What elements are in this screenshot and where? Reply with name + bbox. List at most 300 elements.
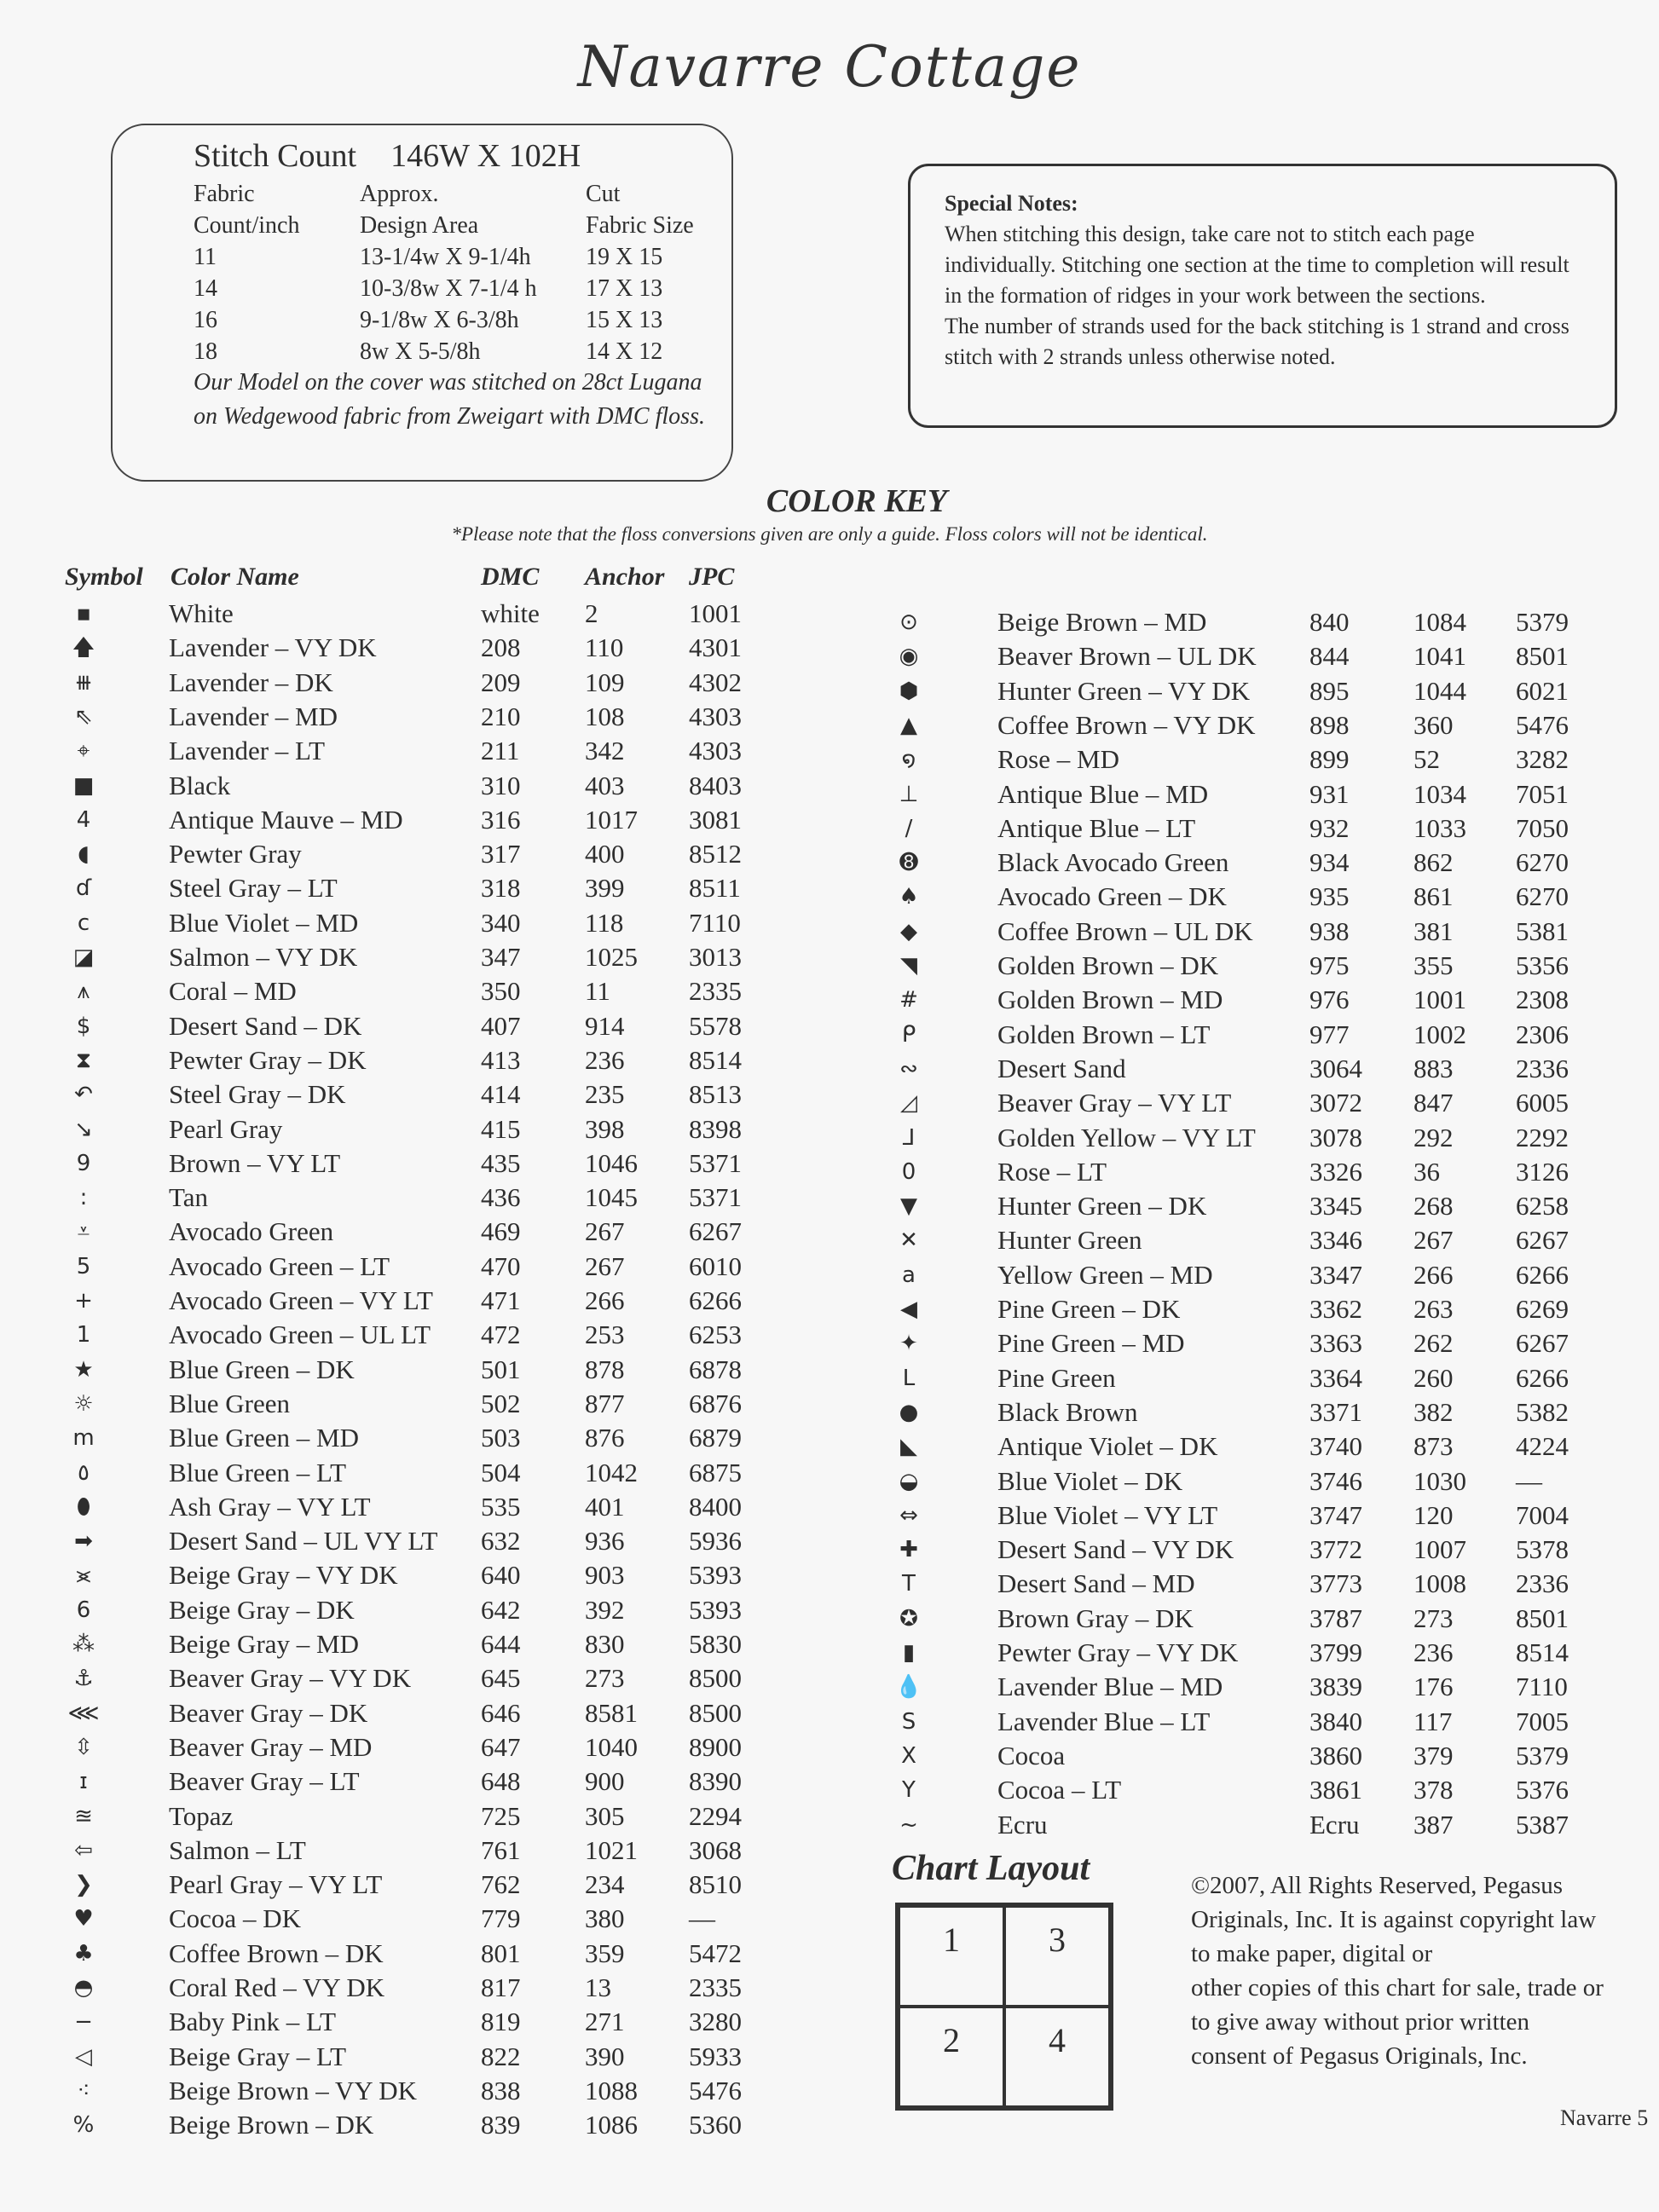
jpc-number: 2306	[1516, 1019, 1569, 1049]
jpc-number: 5379	[1516, 607, 1569, 637]
special-notes-para-2: The number of strands used for the back stitching is 1 strand and cross stitch with 2 strands unless otherwise noted.	[945, 314, 1569, 369]
jpc-number: 2294	[689, 1800, 742, 1831]
letter-t-icon: T	[902, 1571, 916, 1597]
color-name: Beige Brown – MD	[997, 607, 1207, 637]
color-name: Black	[169, 770, 231, 800]
color-name: Topaz	[169, 1800, 234, 1831]
color-name: Beaver Gray – LT	[169, 1766, 360, 1797]
circled-eight-icon: ➑	[899, 850, 918, 876]
color-name: Desert Sand – UL VY LT	[169, 1526, 438, 1556]
triple-chevron-left-icon: ⋘	[67, 1700, 100, 1726]
color-name: Desert Sand – MD	[997, 1568, 1195, 1599]
dmc-number: 504	[481, 1457, 521, 1487]
dmc-number: 642	[481, 1594, 521, 1625]
fabric-header-row	[194, 178, 722, 210]
arrow-up-left-outline-icon: ⇖	[74, 703, 93, 730]
fabric-count: 11	[194, 244, 217, 270]
color-name: Beaver Brown – UL DK	[997, 641, 1257, 672]
color-name: Lavender – LT	[169, 736, 326, 766]
color-name: Beige Brown – DK	[169, 2110, 374, 2140]
letter-l-icon: L	[902, 1365, 916, 1391]
anchor-number: 1041	[1413, 641, 1466, 672]
small-square-icon: ▪	[76, 601, 91, 627]
color-name: Brown – VY LT	[169, 1147, 341, 1178]
jpc-number: 8512	[689, 839, 742, 869]
anchor-number: 1040	[585, 1731, 638, 1762]
anchor-number: 403	[585, 770, 625, 800]
jpc-number: 6270	[1516, 847, 1569, 878]
jpc-number: 3282	[1516, 744, 1569, 775]
colon-icon: :	[79, 1185, 88, 1211]
dmc-number: 976	[1309, 985, 1350, 1015]
copyright-notice: ©2007, All Rights Reserved, Pegasus Originals, Inc. It is against copyright law to make paper, digital or other copies of this chart for sale, trade or to give away without prior written consent of Pegasus Originals, Inc.	[1191, 1872, 1604, 2070]
anchor-number: 401	[585, 1491, 625, 1522]
dmc-number: 3362	[1309, 1294, 1362, 1324]
anchor-number: 236	[1413, 1637, 1454, 1667]
dmc-number: 632	[481, 1526, 521, 1556]
dmc-number: 3799	[1309, 1637, 1362, 1667]
dmc-number: 779	[481, 1903, 521, 1934]
triangle-left-outline-icon: ◁	[75, 2043, 92, 2070]
dmc-number: 435	[481, 1147, 521, 1178]
anchor-number: 1046	[585, 1147, 638, 1178]
anchor-number: 355	[1413, 950, 1454, 980]
jpc-number: —	[689, 1903, 715, 1934]
anchor-number: 120	[1413, 1499, 1454, 1530]
color-name: Pewter Gray	[169, 839, 302, 869]
color-name: Tan	[169, 1182, 209, 1213]
color-key-subtitle: *Please note that the floss conversions given are only a guide. Floss colors will not be identical.	[451, 523, 1208, 545]
anchor-number: 1084	[1413, 607, 1466, 637]
letter-c-icon: c	[77, 910, 90, 936]
color-name: Lavender Blue – LT	[997, 1706, 1211, 1736]
jpc-number: 5376	[1516, 1775, 1569, 1805]
anchor-number: 117	[1413, 1706, 1453, 1736]
jpc-number: 6258	[1516, 1191, 1569, 1222]
hexagon-icon: ⬢	[899, 678, 919, 704]
four-point-star-icon: ✦	[899, 1331, 918, 1357]
jpc-number: 5387	[1516, 1809, 1569, 1839]
dmc-number: 211	[481, 736, 520, 766]
dmc-number: 501	[481, 1354, 521, 1384]
fabric-header-row	[194, 210, 722, 241]
arrow-left-right-icon: ⇔	[899, 1502, 918, 1528]
color-name: Rose – MD	[997, 744, 1119, 775]
letter-y-icon: Y	[902, 1777, 916, 1804]
color-name: Avocado Green – LT	[169, 1250, 390, 1281]
dollar-icon: $	[76, 1013, 91, 1039]
anchor-number: 398	[585, 1113, 625, 1144]
anchor-number: 1042	[585, 1457, 638, 1487]
dmc-number: 3064	[1309, 1053, 1362, 1083]
dmc-number: 899	[1309, 744, 1350, 775]
dmc-number: 935	[1309, 881, 1350, 912]
header-cell: Cut	[586, 181, 621, 207]
color-name: Brown Gray – DK	[997, 1603, 1194, 1633]
jpc-number: 8511	[689, 873, 741, 904]
jpc-number: 8398	[689, 1113, 742, 1144]
color-name: Avocado Green – UL LT	[169, 1320, 431, 1350]
dmc-number: 310	[481, 770, 521, 800]
jpc-number: 5472	[689, 1938, 742, 1968]
dmc-number: 840	[1309, 607, 1350, 637]
dmc-number: 839	[481, 2110, 521, 2140]
jpc-number: 6267	[1516, 1225, 1569, 1256]
color-name: Coffee Brown – DK	[169, 1938, 384, 1968]
anchor-number: 399	[585, 873, 625, 904]
arrow-left-outline-icon: ⇦	[74, 1837, 93, 1863]
color-name: Golden Brown – MD	[997, 985, 1223, 1015]
stitch-count-label: Stitch Count	[194, 138, 357, 174]
anchor-number: 1044	[1413, 675, 1466, 706]
anchor-number: 847	[1413, 1088, 1454, 1118]
color-name: Hunter Green – DK	[997, 1191, 1207, 1222]
inverted-s-icon: ∾	[899, 1055, 918, 1082]
color-name: Golden Brown – DK	[997, 950, 1219, 980]
color-name: Pewter Gray – DK	[169, 1044, 367, 1075]
dmc-number: 640	[481, 1560, 521, 1591]
triangle-outline-small-icon: ◿	[900, 1090, 917, 1117]
dmc-number: 838	[481, 2075, 521, 2105]
dmc-number: 646	[481, 1697, 521, 1728]
color-name: Blue Violet – DK	[997, 1465, 1183, 1496]
chart-layout-grid	[895, 1903, 1113, 2111]
dmc-number: 932	[1309, 812, 1350, 843]
color-name: Cocoa – LT	[997, 1775, 1122, 1805]
jpc-number: 3081	[689, 804, 742, 835]
jpc-number: 6021	[1516, 675, 1569, 706]
oval-icon: 0	[901, 1158, 916, 1185]
jpc-number: 7004	[1516, 1499, 1569, 1530]
dmc-number: 645	[481, 1663, 521, 1694]
anchor-number: 392	[585, 1594, 625, 1625]
dmc-number: 415	[481, 1113, 521, 1144]
color-name: Desert Sand – VY DK	[997, 1534, 1234, 1565]
color-name: Golden Yellow – VY LT	[997, 1122, 1256, 1152]
anchor-number: 234	[585, 1869, 625, 1900]
dmc-number: 3346	[1309, 1225, 1362, 1256]
small-capital-i-icon: ɪ	[79, 1769, 88, 1795]
jpc-number: 5382	[1516, 1396, 1569, 1427]
color-name: Blue Green – DK	[169, 1354, 355, 1384]
dmc-number: 210	[481, 701, 521, 731]
color-name: Beaver Gray – MD	[169, 1731, 373, 1762]
dmc-number: 648	[481, 1766, 521, 1797]
digit-one-icon: 1	[76, 1322, 91, 1349]
jpc-number: 8514	[1516, 1637, 1569, 1667]
jpc-number: 5476	[689, 2075, 742, 2105]
jpc-number: 6879	[689, 1423, 742, 1453]
anchor-number: 13	[585, 1972, 611, 2002]
color-name: Beige Brown – VY DK	[169, 2075, 418, 2105]
dmc-number: 503	[481, 1423, 521, 1453]
anchor-number: 1034	[1413, 778, 1466, 809]
cut-size: 14 X 12	[586, 338, 663, 365]
cut-size: 17 X 13	[586, 275, 663, 302]
design-area: 8w X 5-5/8h	[360, 338, 481, 365]
dmc-number: white	[481, 598, 540, 628]
design-area: 10-3/8w X 7-1/4 h	[360, 275, 537, 302]
special-notes-box	[908, 164, 1617, 428]
dmc-number: 470	[481, 1250, 521, 1281]
color-name: Avocado Green	[169, 1216, 334, 1247]
cut-size: 19 X 15	[586, 244, 663, 270]
jpc-number: 6005	[1516, 1088, 1569, 1118]
color-name: Ecru	[997, 1809, 1048, 1839]
jpc-number: 3126	[1516, 1156, 1569, 1187]
minus-icon: −	[74, 2009, 93, 2036]
arrow-right-icon: ➡	[74, 1528, 93, 1555]
color-name: Ash Gray – VY LT	[169, 1491, 371, 1522]
anchor-number: 1017	[585, 804, 638, 835]
dmc-number: 725	[481, 1800, 521, 1831]
color-name: Desert Sand – DK	[169, 1010, 362, 1041]
dmc-number: 3740	[1309, 1431, 1362, 1462]
jpc-number: 5936	[689, 1526, 742, 1556]
dmc-number: 3078	[1309, 1122, 1362, 1152]
header-dmc: DMC	[481, 563, 540, 591]
dmc-number: 317	[481, 839, 521, 869]
diamond-icon: ◆	[900, 918, 917, 944]
anchor-number: 1045	[585, 1182, 638, 1213]
stitch-count	[194, 137, 581, 175]
color-name: Hunter Green	[997, 1225, 1142, 1256]
arrow-up-icon: 🡅	[72, 635, 95, 661]
jpc-number: 2335	[689, 976, 742, 1007]
anchor-number: 108	[585, 701, 625, 731]
anchor-number: 266	[1413, 1259, 1454, 1290]
arrow-up-down-icon: ⇳	[74, 1734, 93, 1760]
anchor-number: 292	[1413, 1122, 1454, 1152]
color-name: Rose – LT	[997, 1156, 1107, 1187]
anchor-number: 266	[585, 1285, 625, 1315]
cut-size: 15 X 13	[586, 307, 663, 333]
color-name: Antique Blue – MD	[997, 778, 1209, 809]
anchor-number: 2	[585, 598, 598, 628]
dmc-number: 895	[1309, 675, 1350, 706]
digit-five-icon: 5	[76, 1253, 91, 1279]
half-moon-icon: ◖	[78, 841, 90, 868]
jpc-number: 2336	[1516, 1053, 1569, 1083]
color-name: Avocado Green – DK	[997, 881, 1227, 912]
color-name: Steel Gray – DK	[169, 1079, 346, 1110]
jpc-number: 6267	[1516, 1328, 1569, 1359]
chevron-right-icon: ❯	[74, 1872, 93, 1898]
header-cell: Fabric	[194, 181, 255, 207]
jpc-number: 8510	[689, 1869, 742, 1900]
fabric-size-table	[194, 178, 722, 367]
dmc-number: 977	[1309, 1019, 1350, 1049]
jpc-number: 8513	[689, 1079, 742, 1110]
dmc-number: 3364	[1309, 1362, 1362, 1393]
dmc-number: 3072	[1309, 1088, 1362, 1118]
anchor-number: 52	[1413, 744, 1440, 775]
color-name: Black Brown	[997, 1396, 1138, 1427]
dmc-number: 762	[481, 1869, 521, 1900]
anchor-number: 273	[1413, 1603, 1454, 1633]
asterism-icon: ⁂	[72, 1632, 95, 1657]
anchor-number: 1008	[1413, 1568, 1466, 1599]
jpc-number: 7050	[1516, 812, 1569, 843]
rounded-cross-icon: ✚	[899, 1537, 918, 1563]
filled-circle-icon: ●	[899, 1399, 919, 1425]
jpc-number: 8390	[689, 1766, 742, 1797]
letter-m-icon: m	[72, 1425, 95, 1452]
chart-section-cell: 3	[1004, 1906, 1110, 2007]
dmc-number: 931	[1309, 778, 1350, 809]
chart-section-cell: 4	[1004, 2007, 1110, 2107]
dmc-number: 3861	[1309, 1775, 1362, 1805]
anchor-number: 873	[1413, 1431, 1454, 1462]
corner-triangle-icon: ◥	[900, 953, 917, 979]
color-name: Beige Gray – LT	[169, 2041, 347, 2071]
circled-star-icon: ✪	[899, 1605, 918, 1632]
right-triangle-icon: ◣	[900, 1434, 917, 1460]
jpc-number: 6878	[689, 1354, 742, 1384]
anchor-number: 305	[585, 1800, 625, 1831]
dmc-number: 898	[1309, 709, 1350, 740]
dmc-number: 316	[481, 804, 521, 835]
color-name: Lavender – DK	[169, 667, 333, 697]
color-name: Baby Pink – LT	[169, 2007, 337, 2037]
header-jpc: JPC	[689, 563, 735, 591]
filled-circle-dot-icon: ◉	[899, 644, 919, 670]
jpc-number: 8500	[689, 1697, 742, 1728]
dmc-number: 436	[481, 1182, 521, 1213]
color-name: Beaver Gray – DK	[169, 1697, 368, 1728]
club-icon: ♣	[73, 1940, 94, 1967]
jpc-number: 5356	[1516, 950, 1569, 980]
page-title: Navarre Cottage	[577, 34, 1082, 100]
jpc-number: 6876	[689, 1388, 742, 1418]
heart-icon: ♥	[73, 1906, 94, 1932]
anchor-number: 273	[585, 1663, 625, 1694]
dmc-number: 647	[481, 1731, 521, 1762]
tilde-icon: ~	[899, 1811, 918, 1838]
anchor-number: 267	[585, 1250, 625, 1281]
fabric-row	[194, 304, 722, 336]
anchor-number: 253	[585, 1320, 625, 1350]
anchor-icon: ⚓	[73, 1666, 94, 1692]
dmc-number: 817	[481, 1972, 521, 2002]
anchor-number: 342	[585, 736, 625, 766]
header-cell: Design Area	[360, 212, 479, 239]
jpc-number: 6010	[689, 1250, 742, 1281]
color-name: Hunter Green – VY DK	[997, 675, 1251, 706]
jpc-number: 8501	[1516, 1603, 1569, 1633]
jpc-number: 4303	[689, 736, 742, 766]
dmc-number: 469	[481, 1216, 521, 1247]
letter-a-icon: a	[902, 1262, 916, 1288]
jpc-number: 8900	[689, 1731, 742, 1762]
up-tack-icon: ⊥	[899, 781, 919, 807]
jpc-number: 2335	[689, 1972, 742, 2002]
anchor-number: 11	[585, 976, 610, 1007]
jpc-number: 3280	[689, 2007, 742, 2037]
dmc-number: 3747	[1309, 1499, 1362, 1530]
dmc-number: 3773	[1309, 1568, 1362, 1599]
color-name: Coffee Brown – UL DK	[997, 915, 1253, 946]
jpc-number: 6266	[689, 1285, 742, 1315]
dmc-number: 472	[481, 1320, 521, 1350]
color-name: Cocoa – DK	[169, 1903, 301, 1934]
anchor-number: 936	[585, 1526, 625, 1556]
chart-section-cell: 1	[899, 1906, 1004, 2007]
anchor-number: 1088	[585, 2075, 638, 2105]
butterfly-icon: ✕	[899, 1227, 918, 1254]
jpc-number: 8501	[1516, 641, 1569, 672]
jpc-number: 5830	[689, 1629, 742, 1659]
triangle-down-icon: ▼	[900, 1193, 917, 1220]
anchor-number: 381	[1413, 915, 1454, 946]
anchor-number: 176	[1413, 1672, 1454, 1702]
anchor-number: 1007	[1413, 1534, 1466, 1565]
color-name: Blue Violet – MD	[169, 907, 359, 938]
jpc-number: 8400	[689, 1491, 742, 1522]
model-note: Our Model on the cover was stitched on 28ct Lugana on Wedgewood fabric from Zweigart with DMC floss.	[194, 369, 705, 430]
color-name: Beaver Gray – VY LT	[997, 1088, 1232, 1118]
jpc-number: 2292	[1516, 1122, 1569, 1152]
jpc-number: 5378	[1516, 1534, 1569, 1565]
dmc-number: 938	[1309, 915, 1350, 946]
triple-hash-icon: ⧻	[74, 669, 93, 696]
digit-nine-icon: 9	[76, 1150, 91, 1176]
header-cell: Approx.	[360, 181, 439, 207]
droplet-icon: 💧	[894, 1674, 923, 1701]
jpc-number: 6875	[689, 1457, 742, 1487]
chart-layout-title: Chart Layout	[892, 1849, 1090, 1888]
dmc-number: 3839	[1309, 1672, 1362, 1702]
vertical-bar-icon: ▮	[902, 1640, 916, 1666]
anchor-number: 262	[1413, 1328, 1454, 1359]
jpc-number: 6253	[689, 1320, 742, 1350]
dmc-number: 318	[481, 873, 521, 904]
dmc-number: 934	[1309, 847, 1350, 878]
jpc-number: 2308	[1516, 985, 1569, 1015]
jpc-number: 1001	[689, 598, 742, 628]
dmc-number: 3787	[1309, 1603, 1362, 1633]
anchor-number: 267	[585, 1216, 625, 1247]
jpc-number: 8500	[689, 1663, 742, 1694]
dmc-number: 975	[1309, 950, 1350, 980]
color-name: Desert Sand	[997, 1053, 1126, 1083]
dmc-number: 471	[481, 1285, 521, 1315]
curl-six-icon: ໑	[901, 747, 916, 773]
anchor-number: 1001	[1413, 985, 1466, 1015]
color-name: Antique Mauve – MD	[169, 804, 403, 835]
jpc-number: 6269	[1516, 1294, 1569, 1324]
header-cell: Count/inch	[194, 212, 300, 239]
anchor-number: 235	[585, 1079, 625, 1110]
anchor-number: 903	[585, 1560, 625, 1591]
dmc-number: 407	[481, 1010, 521, 1041]
dmc-number: 3371	[1309, 1396, 1362, 1427]
dmc-number: 208	[481, 632, 521, 663]
hourglass-icon: ⧗	[75, 1047, 92, 1073]
pill-icon: ⬮	[76, 1493, 91, 1520]
color-name: Blue Green – MD	[169, 1423, 359, 1453]
chart-section-cell: 2	[899, 2007, 1004, 2107]
design-area: 13-1/4w X 9-1/4h	[360, 244, 531, 270]
color-name: Blue Green	[169, 1388, 291, 1418]
jpc-number: 6266	[1516, 1362, 1569, 1393]
dot-corner-icon: ⅃	[902, 1124, 916, 1151]
special-notes-para-1: When stitching this design, take care not to stitch each page individually. Stitching one section at the time to completion will result in the formation of ridges in your work between the sections.	[945, 222, 1569, 308]
anchor-number: 877	[585, 1388, 625, 1418]
color-name: Lavender Blue – MD	[997, 1672, 1223, 1702]
jpc-number: 5360	[689, 2110, 742, 2140]
stitch-count-value: 146W X 102H	[390, 138, 581, 174]
